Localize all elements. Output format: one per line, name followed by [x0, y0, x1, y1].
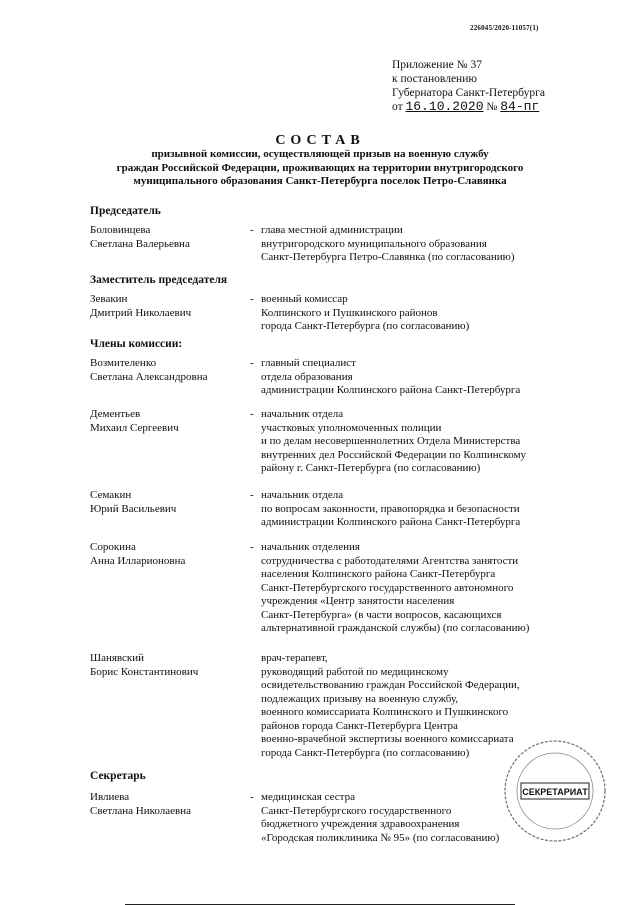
number-prefix: № [486, 101, 498, 113]
member-given-name: Юрий Васильевич [90, 502, 177, 515]
decree-date: 16.10.2020 [405, 99, 484, 114]
member-role [261, 293, 606, 334]
role-line: «Городская поликлиника № 95» (по согласованию) [261, 831, 500, 844]
appendix-line-3: Губернатора Санкт-Петербурга [392, 87, 545, 99]
decree-number: 84-пг [500, 99, 540, 114]
member-role [261, 408, 606, 476]
section-deputy: Заместитель председателя [90, 274, 228, 286]
document-number: 226045/2020-11057(1) [470, 24, 539, 32]
member-name [90, 224, 250, 251]
member-role [261, 357, 606, 398]
role-line: внутригородского муниципального образования [261, 237, 487, 250]
member-given-name: Анна Илларионовна [90, 554, 186, 567]
member-surname: Шанявский [90, 652, 145, 664]
role-line: Санкт-Петербургского государственного автономного [261, 581, 514, 594]
member-surname: Боловинцева [90, 224, 151, 236]
member-name [90, 541, 250, 568]
role-line: внутренних дел Российской Федерации по Колпинскому [261, 448, 527, 461]
role-line: военный комиссар [261, 293, 348, 305]
member-given-name: Борис Константинович [90, 665, 199, 678]
role-line: Санкт-Петербурга Петро-Славянка (по согласованию) [261, 251, 515, 263]
member-given-name: Светлана Валерьевна [90, 237, 190, 250]
role-line: Санкт-Петербурга» (в части вопросов, касающихся [261, 608, 502, 621]
appendix-date-line [392, 100, 545, 114]
role-line: району г. Санкт-Петербурга (по согласованию) [261, 462, 481, 474]
section-members: Члены комиссии: [90, 338, 183, 350]
role-line: Колпинского и Пушкинского районов [261, 306, 438, 319]
role-line: города Санкт-Петербурга (по согласованию) [261, 320, 470, 332]
appendix-line-2: к постановлению [392, 73, 477, 85]
role-line: подлежащих призыву на военную службу, [261, 692, 459, 705]
dash: - [250, 489, 254, 501]
appendix-header [392, 58, 545, 114]
stamp-label: СЕКРЕТАРИАТ [522, 787, 588, 797]
role-line: населения Колпинского района Санкт-Петербурга [261, 568, 496, 580]
member-name [90, 357, 250, 384]
role-line: сотрудничества с работодателями Агентства занятости [261, 554, 519, 567]
member-name [90, 293, 250, 320]
page-title: СОСТАВ [275, 133, 365, 148]
dash: - [250, 293, 254, 305]
dash: - [250, 357, 254, 369]
role-line: участковых уполномоченных полиции [261, 421, 442, 434]
member-name [90, 652, 250, 679]
role-line: отдела образования [261, 370, 353, 383]
role-line: учреждения «Центр занятости населения [261, 595, 455, 607]
role-line: военно-врачебной экспертизы военного комиссариата [261, 733, 514, 745]
dash: - [250, 791, 254, 803]
role-line: Санкт-Петербургского государственного [261, 804, 452, 817]
role-line: начальник отдела [261, 489, 344, 501]
member-role [261, 541, 606, 636]
member-name [90, 791, 250, 818]
member-surname: Зевакин [90, 293, 128, 305]
member-name [90, 408, 250, 435]
role-line: начальник отделения [261, 541, 360, 553]
role-line: руководящий работой по медицинскому [261, 665, 449, 678]
role-line: администрации Колпинского района Санкт-Петербурга [261, 384, 521, 396]
page-subtitle [80, 148, 560, 189]
member-role [261, 489, 606, 530]
role-line: по вопросам законности, правопорядка и безопасности [261, 502, 520, 515]
role-line: главный специалист [261, 357, 356, 369]
role-line: районов города Санкт-Петербурга Центра [261, 719, 458, 732]
member-role [261, 224, 606, 265]
role-line: военного комиссариата Колпинского и Пушкинского [261, 706, 509, 718]
member-surname: Дементьев [90, 408, 141, 420]
role-line: альтернативной гражданской службы) (по согласованию) [261, 622, 530, 634]
role-line: освидетельствованию граждан Российской Федерации, [261, 679, 520, 691]
member-given-name: Михаил Сергеевич [90, 421, 179, 434]
section-secretary: Секретарь [90, 770, 146, 782]
role-line: начальник отдела [261, 408, 344, 420]
member-surname: Ивлиева [90, 791, 130, 803]
role-line: глава местной администрации [261, 224, 403, 236]
member-given-name: Светлана Николаевна [90, 804, 191, 817]
member-surname: Возмителенко [90, 357, 157, 369]
role-line: врач-терапевт, [261, 652, 328, 664]
section-chair: Председатель [90, 205, 161, 217]
seal-stamp [500, 736, 610, 846]
subtitle-line: муниципального образования Санкт-Петербурга поселок Петро-Славянка [133, 175, 507, 187]
role-line: администрации Колпинского района Санкт-Петербурга [261, 516, 521, 528]
member-surname: Сорокина [90, 541, 136, 553]
date-prefix: от [392, 101, 403, 113]
role-line: бюджетного учреждения здравоохранения [261, 818, 460, 830]
subtitle-line: призывной комиссии, осуществляющей призыв на военную службу [151, 148, 489, 160]
role-line: медицинская сестра [261, 791, 355, 803]
subtitle-line: граждан Российской Федерации, проживающих на территории внутригородского [116, 161, 524, 174]
member-name [90, 489, 250, 516]
role-line: города Санкт-Петербурга (по согласованию) [261, 746, 470, 759]
appendix-line-1: Приложение № 37 [392, 59, 482, 71]
member-given-name: Светлана Александровна [90, 370, 208, 383]
dash: - [250, 541, 254, 553]
member-given-name: Дмитрий Николаевич [90, 306, 192, 319]
dash: - [250, 224, 254, 236]
member-surname: Семакин [90, 489, 132, 501]
dash: - [250, 408, 254, 420]
role-line: и по делам несовершеннолетних Отдела Министерства [261, 435, 521, 447]
